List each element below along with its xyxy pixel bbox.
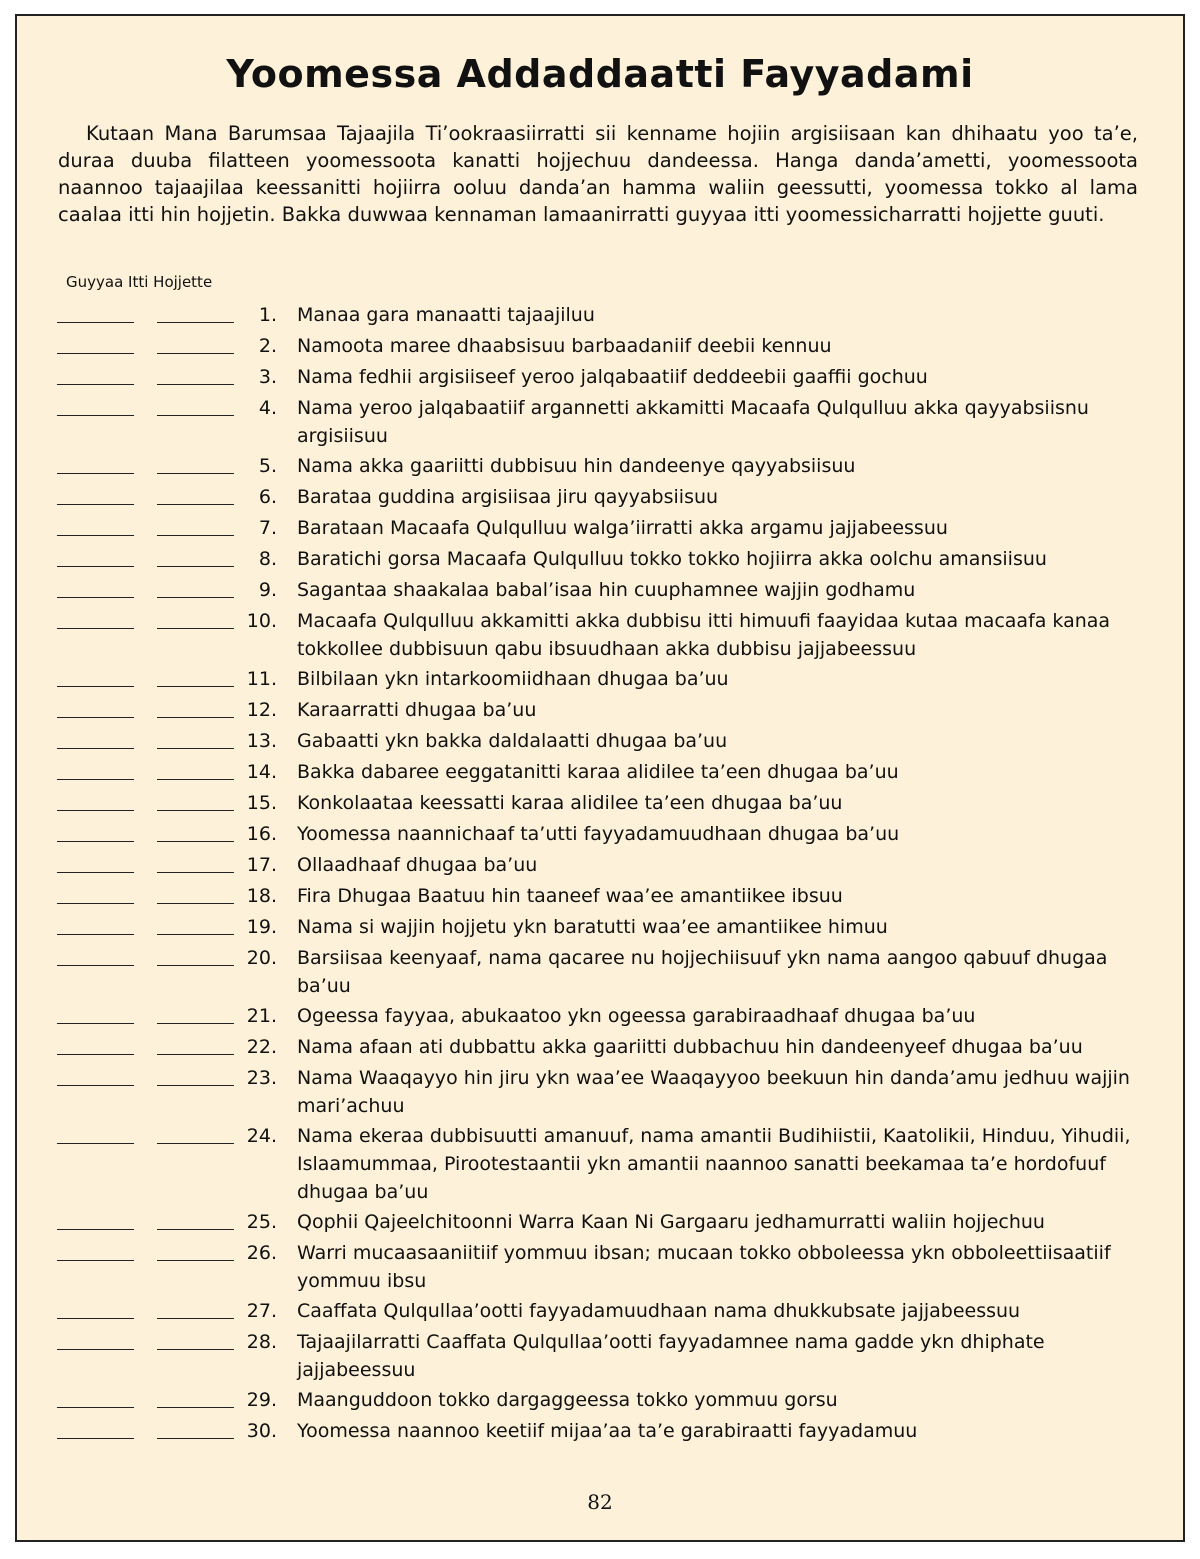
list-item <box>0 394 1200 447</box>
item-text: Bilbilaan ykn intarkoomiidhaan dhugaa ba’uu <box>297 668 729 690</box>
item-text: Namoota maree dhaabsisuu barbaadaniif deebii kennuu <box>297 335 832 357</box>
date-blank-1[interactable] <box>57 1085 134 1086</box>
item-text: Gabaatti ykn bakka daldalaatti dhugaa ba’uu <box>297 730 728 752</box>
item-number: 9. <box>258 579 277 601</box>
date-blank-2[interactable] <box>157 872 234 873</box>
item-text: Nama Waaqayyo hin jiru ykn waa’ee Waaqayyoo beekuun hin danda’amu jedhuu wajjin mari’achuu <box>297 1067 1130 1117</box>
date-blank-2[interactable] <box>157 1054 234 1055</box>
date-blank-2[interactable] <box>157 686 234 687</box>
date-blank-1[interactable] <box>57 535 134 536</box>
date-blank-1[interactable] <box>57 566 134 567</box>
page-number: 82 <box>587 1490 613 1514</box>
list-item <box>0 944 1200 997</box>
list-item <box>0 545 1200 572</box>
date-blank-2[interactable] <box>157 717 234 718</box>
date-blank-2[interactable] <box>157 841 234 842</box>
date-blank-1[interactable] <box>57 903 134 904</box>
date-blank-1[interactable] <box>57 1318 134 1319</box>
item-text: Macaafa Qulqulluu akkamitti akka dubbisu itti himuufi faayidaa kutaa macaafa kanaa tokkollee dubbisuun qabu ibsuudhaan akka dubbisu jajjabeessuu <box>297 610 1111 660</box>
list-item <box>0 1064 1200 1117</box>
item-number: 25. <box>246 1211 277 1233</box>
date-blank-2[interactable] <box>157 1229 234 1230</box>
date-blank-2[interactable] <box>157 322 234 323</box>
date-blank-1[interactable] <box>57 597 134 598</box>
date-blank-2[interactable] <box>157 384 234 385</box>
date-blank-1[interactable] <box>57 1407 134 1408</box>
item-number: 14. <box>246 761 277 783</box>
item-number: 2. <box>258 335 277 357</box>
item-text: Nama fedhii argisiiseef yeroo jalqabaatiif deddeebii gaaffii gochuu <box>297 366 928 388</box>
list-item <box>0 913 1200 940</box>
item-number: 17. <box>246 854 277 876</box>
date-blank-1[interactable] <box>57 779 134 780</box>
list-item <box>0 452 1200 479</box>
item-number: 28. <box>246 1331 277 1353</box>
date-column-header: Guyyaa Itti Hojjette <box>66 273 213 291</box>
date-blank-1[interactable] <box>57 1438 134 1439</box>
list-item <box>0 1002 1200 1029</box>
item-text: Nama yeroo jalqabaatiif argannetti akkamitti Macaafa Qulqulluu akka qayyabsiisnu argisiisuu <box>297 397 1089 447</box>
item-text: Nama si wajjin hojjetu ykn baratutti waa’ee amantiikee himuu <box>297 916 888 938</box>
list-item <box>0 1033 1200 1060</box>
date-blank-1[interactable] <box>57 810 134 811</box>
item-text: Qophii Qajeelchitoonni Warra Kaan Ni Gargaaru jedhamurratti waliin hojjechuu <box>297 1211 1045 1233</box>
date-blank-2[interactable] <box>157 566 234 567</box>
list-item <box>0 696 1200 723</box>
item-number: 20. <box>246 947 277 969</box>
list-item <box>0 576 1200 603</box>
list-item <box>0 514 1200 541</box>
list-item <box>0 483 1200 510</box>
date-blank-2[interactable] <box>157 353 234 354</box>
date-blank-2[interactable] <box>157 535 234 536</box>
date-blank-2[interactable] <box>157 779 234 780</box>
item-number: 1. <box>258 304 277 326</box>
item-text: Tajaajilarratti Caaffata Qulqullaa’ootti fayyadamnee nama gadde ykn dhiphate jajjabeessuu <box>297 1331 1045 1381</box>
item-text: Warri mucaasaaniitiif yommuu ibsan; mucaan tokko obboleessa ykn obboleettiisaatiif yommuu ibsu <box>297 1242 1111 1292</box>
list-item <box>0 363 1200 390</box>
intro-paragraph: Kutaan Mana Barumsaa Tajaajila Ti’ookraasiirratti sii kenname hojiin argisiisaan kan dhihaatu yoo ta’e, duraa duuba filatteen yoomessoota kanatti hojjechuu dandeessa. Hanga danda’ametti, yoomessoota naannoo tajaajilaa keessanitti hojiirra ooluu danda’an hamma waliin geessutti, yoomessa tokko al lama caalaa itti hin hojjetin. Bakka duwwaa kennaman lamaanirratti guyyaa itti yoomessicharratti hojjette guuti. <box>58 122 1138 226</box>
item-number: 21. <box>246 1005 277 1027</box>
item-number: 23. <box>246 1067 277 1089</box>
date-blank-1[interactable] <box>57 353 134 354</box>
item-number: 29. <box>246 1389 277 1411</box>
list-item <box>0 1239 1200 1292</box>
item-text: Konkolaataa keessatti karaa alidilee ta’een dhugaa ba’uu <box>297 792 843 814</box>
date-blank-2[interactable] <box>157 810 234 811</box>
date-blank-1[interactable] <box>57 384 134 385</box>
item-text: Baratichi gorsa Macaafa Qulqulluu tokko tokko hojiirra akka oolchu amansiisuu <box>297 548 1047 570</box>
date-blank-2[interactable] <box>157 934 234 935</box>
item-text: Barataa guddina argisiisaa jiru qayyabsiisuu <box>297 486 719 508</box>
list-item <box>0 851 1200 878</box>
date-blank-2[interactable] <box>157 1260 234 1261</box>
item-text: Nama ekeraa dubbisuutti amanuuf, nama amantii Budihiistii, Kaatolikii, Hinduu, Yihudii, Islaamummaa, Pirootestaantii ykn amantii naannoo sanatti beekamaa ta’e hordofuuf dhugaa ba’uu <box>297 1125 1131 1203</box>
date-blank-1[interactable] <box>57 1023 134 1024</box>
page-title: Yoomessa Addaddaatti Fayyadami <box>226 52 974 96</box>
item-text: Bakka dabaree eeggatanitti karaa alidilee ta’een dhugaa ba’uu <box>297 761 899 783</box>
date-blank-1[interactable] <box>57 934 134 935</box>
list-item <box>0 332 1200 359</box>
date-blank-1[interactable] <box>57 686 134 687</box>
date-blank-2[interactable] <box>157 965 234 966</box>
list-item <box>0 758 1200 785</box>
item-number: 30. <box>246 1420 277 1442</box>
list-item <box>0 1297 1200 1324</box>
item-number: 12. <box>246 699 277 721</box>
item-number: 18. <box>246 885 277 907</box>
list-item <box>0 820 1200 847</box>
date-blank-2[interactable] <box>157 1023 234 1024</box>
date-blank-2[interactable] <box>157 1349 234 1350</box>
date-blank-1[interactable] <box>57 748 134 749</box>
list-item <box>0 727 1200 754</box>
item-number: 16. <box>246 823 277 845</box>
date-blank-2[interactable] <box>157 1407 234 1408</box>
date-blank-2[interactable] <box>157 473 234 474</box>
date-blank-2[interactable] <box>157 597 234 598</box>
list-item <box>0 1122 1200 1203</box>
date-blank-1[interactable] <box>57 504 134 505</box>
date-blank-2[interactable] <box>157 504 234 505</box>
item-number: 5. <box>258 455 277 477</box>
item-text: Barsiisaa keenyaaf, nama qacaree nu hojjechiisuuf ykn nama aangoo qabuuf dhugaa ba’uu <box>297 947 1108 997</box>
item-number: 15. <box>246 792 277 814</box>
date-blank-1[interactable] <box>57 322 134 323</box>
date-blank-1[interactable] <box>57 1349 134 1350</box>
date-blank-1[interactable] <box>57 1054 134 1055</box>
date-blank-1[interactable] <box>57 628 134 629</box>
list-item <box>0 1328 1200 1381</box>
item-text: Sagantaa shaakalaa babal’isaa hin cuuphamnee wajjin godhamu <box>297 579 916 601</box>
item-number: 26. <box>246 1242 277 1264</box>
list-item <box>0 1386 1200 1413</box>
item-text: Nama akka gaariitti dubbisuu hin dandeenye qayyabsiisuu <box>297 455 856 477</box>
date-blank-2[interactable] <box>157 1438 234 1439</box>
date-blank-2[interactable] <box>157 748 234 749</box>
item-number: 7. <box>258 517 277 539</box>
list-item <box>0 665 1200 692</box>
item-text: Fira Dhugaa Baatuu hin taaneef waa’ee amantiikee ibsuu <box>297 885 843 907</box>
date-blank-1[interactable] <box>57 415 134 416</box>
date-blank-1[interactable] <box>57 717 134 718</box>
list-item <box>0 789 1200 816</box>
item-number: 27. <box>246 1300 277 1322</box>
item-number: 4. <box>258 397 277 419</box>
item-text: Maanguddoon tokko dargaggeessa tokko yommuu gorsu <box>297 1389 838 1411</box>
date-blank-2[interactable] <box>157 1318 234 1319</box>
item-text: Nama afaan ati dubbattu akka gaariitti dubbachuu hin dandeenyeef dhugaa ba’uu <box>297 1036 1083 1058</box>
list-item <box>0 882 1200 909</box>
item-text: Yoomessa naannichaaf ta’utti fayyadamuudhaan dhugaa ba’uu <box>297 823 900 845</box>
item-text: Ollaadhaaf dhugaa ba’uu <box>297 854 538 876</box>
item-text: Barataan Macaafa Qulqulluu walga’iirratti akka argamu jajjabeessuu <box>297 517 948 539</box>
date-blank-1[interactable] <box>57 1229 134 1230</box>
list-item <box>0 1417 1200 1444</box>
item-number: 19. <box>246 916 277 938</box>
item-number: 13. <box>246 730 277 752</box>
date-blank-1[interactable] <box>57 473 134 474</box>
date-blank-1[interactable] <box>57 872 134 873</box>
item-text: Yoomessa naannoo keetiif mijaa’aa ta’e garabiraatti fayyadamuu <box>297 1420 918 1442</box>
item-text: Ogeessa fayyaa, abukaatoo ykn ogeessa garabiraadhaaf dhugaa ba’uu <box>297 1005 976 1027</box>
date-blank-1[interactable] <box>57 965 134 966</box>
date-blank-2[interactable] <box>157 903 234 904</box>
item-text: Karaarratti dhugaa ba’uu <box>297 699 537 721</box>
item-number: 10. <box>246 610 277 632</box>
date-blank-2[interactable] <box>157 628 234 629</box>
item-number: 11. <box>246 668 277 690</box>
item-text: Manaa gara manaatti tajaajiluu <box>297 304 595 326</box>
item-number: 3. <box>258 366 277 388</box>
list-item <box>0 1208 1200 1235</box>
list-item <box>0 301 1200 328</box>
date-blank-1[interactable] <box>57 1260 134 1261</box>
item-text: Caaffata Qulqullaa’ootti fayyadamuudhaan nama dhukkubsate jajjabeessuu <box>297 1300 1021 1322</box>
item-number: 22. <box>246 1036 277 1058</box>
date-blank-1[interactable] <box>57 1143 134 1144</box>
date-blank-1[interactable] <box>57 841 134 842</box>
date-blank-2[interactable] <box>157 1085 234 1086</box>
date-blank-2[interactable] <box>157 415 234 416</box>
item-number: 8. <box>258 548 277 570</box>
list-item <box>0 607 1200 660</box>
item-number: 24. <box>246 1125 277 1147</box>
date-blank-2[interactable] <box>157 1143 234 1144</box>
item-number: 6. <box>258 486 277 508</box>
